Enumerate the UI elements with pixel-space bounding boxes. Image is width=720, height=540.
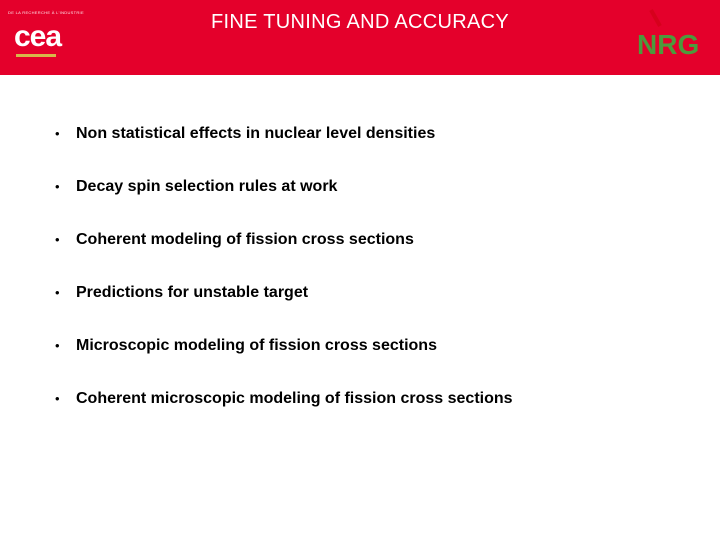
bullet-item [55, 121, 513, 174]
bullet-item [55, 280, 513, 333]
bullet-item [55, 174, 513, 227]
bullet-item [55, 227, 513, 280]
bullet-list [55, 121, 513, 439]
nrg-logo [633, 8, 713, 62]
bullet-marker: • [55, 285, 60, 300]
slide-title: FINE TUNING AND ACCURACY [211, 11, 509, 33]
cea-wordmark: cea [14, 20, 62, 53]
header-bar [0, 0, 720, 75]
bullet-marker: • [55, 179, 60, 194]
bullet-item [55, 333, 513, 386]
bullet-marker: • [55, 126, 60, 141]
bullet-text: Predictions for unstable target [76, 284, 309, 301]
nrg-wordmark: NRG [637, 29, 700, 60]
cea-tagline: DE LA RECHERCHE À L'INDUSTRIE [8, 10, 84, 15]
bullet-item [55, 386, 513, 439]
bullet-text: Microscopic modeling of fission cross sections [76, 337, 437, 354]
bullet-text: Coherent modeling of fission cross sections [76, 231, 414, 248]
bullet-marker: • [55, 232, 60, 247]
bullet-marker: • [55, 391, 60, 406]
bullet-marker: • [55, 338, 60, 353]
bullet-text: Coherent microscopic modeling of fission cross sections [76, 390, 513, 407]
nrg-accent-mark [651, 10, 660, 26]
cea-logo [12, 8, 86, 64]
cea-gold-bar [16, 54, 56, 57]
bullet-text: Non statistical effects in nuclear level densities [76, 125, 436, 142]
bullet-text: Decay spin selection rules at work [76, 178, 338, 195]
